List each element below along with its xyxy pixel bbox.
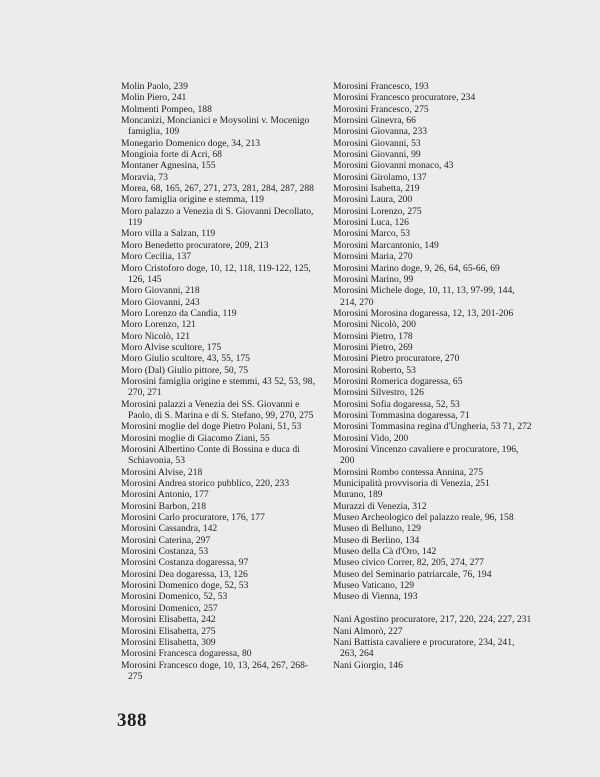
index-entry: Municipalità provvisoria di Venezia, 251: [333, 478, 490, 490]
index-entry: Moro Benedetto procuratore, 209, 213: [121, 239, 269, 251]
index-entry: Nani Almorò, 227: [333, 625, 403, 637]
index-entry: Morosini Laura, 200: [333, 194, 413, 206]
index-entry: Morosini Pietro, 178: [333, 330, 413, 342]
index-entry: Morosini Giovanna, 233: [333, 126, 428, 138]
index-entry: Morosini Elisabetta, 309: [121, 636, 216, 648]
index-entry: Morosini Marco, 53: [333, 228, 411, 240]
index-entry: Morosini Dea dogaressa, 13, 126: [121, 568, 248, 580]
index-entry: Morosini Domenico doge, 52, 53: [121, 580, 249, 592]
index-entry: Nani Giorgio, 146: [333, 659, 403, 671]
index-entry: Museo Archeologico del palazzo reale, 96, 158: [333, 512, 514, 524]
index-entry: Morosini Maria, 270: [333, 251, 413, 263]
index-entry: Nani Battista cavaliere e procuratore, 234, 241, 263, 264: [333, 636, 515, 660]
index-entry: Morosini Francesco, 193: [333, 81, 429, 92]
index-entry: Morosini Pietro procuratore, 270: [333, 353, 460, 365]
index-entry: Murazzi di Venezia, 312: [333, 500, 427, 512]
index-entry: Morosini Tommasina dogaressa, 71: [333, 409, 470, 421]
index-entry: Moro palazzo a Venezia di S. Giovanni Decollato, 119: [121, 205, 314, 229]
index-entry: Moncanizi, Moncianici e Moysolini v. Mocenigo famiglia, 109: [121, 115, 310, 138]
index-entry: Morosini Caterina, 297: [121, 534, 211, 546]
index-entry: Morosini Isabetta, 219: [333, 183, 420, 195]
index-entry: Morosini Nicolò, 200: [333, 319, 416, 331]
index-entry: Moro (Dal) Giulio pittore, 50, 75: [121, 364, 249, 376]
index-entry: Morosini Giovanni, 53: [333, 137, 421, 149]
index-entry: Moravia, 73: [121, 171, 168, 183]
index-entry: Morosini Costanza, 53: [121, 546, 209, 558]
index-entry: Nani Agostino procuratore, 217, 220, 224, 227, 231: [333, 614, 532, 626]
index-entry: Morosini Sofia dogaressa, 52, 53: [333, 398, 460, 410]
index-entry: Morea, 68, 165, 267, 271, 273, 281, 284, 287, 288: [121, 183, 314, 195]
index-entry: Museo di Vienna, 193: [333, 591, 418, 603]
index-entry: Morosini Elisabetta, 242: [121, 614, 216, 626]
index-entry: Moro Lorenzo, 121: [121, 319, 196, 331]
index-entry: Moro Alvise scultore, 175: [121, 341, 222, 353]
index-entry: Morosini Francesco procuratore, 234: [333, 92, 476, 104]
index-entry: Morosini Luca, 126: [333, 217, 409, 229]
index-entry: Morosini Domenico, 257: [121, 602, 218, 614]
index-entry: Morosini Marino doge, 9, 26, 64, 65-66, 69: [333, 262, 500, 274]
index-entry: Morosini Costanza dogaressa, 97: [121, 557, 249, 569]
index-entry: Museo di Berlino, 134: [333, 534, 420, 546]
index-entry: Morosini Roberto, 53: [333, 364, 416, 376]
index-entry: Morosini Antonio, 177: [121, 489, 209, 501]
index-entry: Morosini Tommasina regina d'Ungheria, 53 71, 272: [333, 421, 532, 433]
index-entry: Morosini Domenico, 52, 53: [121, 591, 228, 603]
index-entry: Morosini Carlo procuratore, 176, 177: [121, 512, 265, 524]
index-entry: Morosini Cassandra, 142: [121, 523, 218, 535]
index-entry: Morosini Giovanni, 99: [333, 149, 421, 161]
index-column-right: [333, 81, 533, 671]
index-entry: Morosini Andrea storico pubblico, 220, 233: [121, 478, 290, 490]
index-entry: Museo del Seminario patriarcale, 76, 194: [333, 568, 492, 580]
index-entry: Morosini Girolamo, 137: [333, 171, 427, 183]
index-entry: Museo di Belluno, 129: [333, 523, 421, 535]
index-entry: Montaner Agnesina, 155: [121, 160, 216, 172]
index-entry: Morosini Rombo contessa Annina, 275: [333, 466, 484, 478]
index-entry: Moro famiglia origine e stemma, 119: [121, 194, 264, 206]
index-entry: Morosini moglie del doge Pietro Polani, 51, 53: [121, 421, 302, 433]
index-entry: Morosini Francesco, 275: [333, 103, 429, 115]
index-entry: Morosini Barbon, 218: [121, 500, 207, 512]
index-entry: Moro Giovanni, 218: [121, 285, 200, 297]
index-entry: Morosini Morosina dogaressa, 12, 13, 201-206: [333, 307, 514, 319]
index-entry: Moro Giovanni, 243: [121, 296, 200, 308]
index-entry: Morosini Marcantonio, 149: [333, 239, 439, 251]
index-entry: Museo della Cà d'Oro, 142: [333, 546, 437, 558]
index-entry: Morosini Michele doge, 10, 11, 13, 97-99, 144, 214, 270: [333, 285, 515, 308]
index-entry: Molmenti Pompeo, 188: [121, 103, 212, 115]
index-entry: Morosini Francesca dogaressa, 80: [121, 648, 252, 660]
index-entry: Morosini Ginevra, 66: [333, 115, 416, 127]
index-entry: Moro Cecilia, 137: [121, 251, 192, 263]
index-entry: Murano, 189: [333, 489, 383, 501]
index-entry: Moro Cristoforo doge, 10, 12, 118, 119-122, 125, 126, 145: [121, 262, 311, 285]
index-entry: Morosini Albertino Conte di Bossina e duca di Schiavonia, 53: [121, 444, 300, 467]
index-column-left: [121, 81, 321, 682]
index-entry: Morosini moglie di Giacomo Ziani, 55: [121, 432, 270, 444]
index-entry: Morosini Elisabetta, 275: [121, 625, 216, 637]
index-entry: Moro Nicolò, 121: [121, 330, 191, 342]
index-entry: Morosini Vincenzo cavaliere e procuratore, 196, 200: [333, 444, 519, 467]
index-entry: Mongioia forte di Acri, 68: [121, 149, 222, 161]
index-entry: Morosini Pietro, 269: [333, 341, 413, 353]
index-entry: Morosini Lorenzo, 275: [333, 205, 422, 217]
index-gap: [333, 603, 533, 614]
index-entry: Museo Vaticano, 129: [333, 580, 415, 592]
index-entry: Morosini Giovanni monaco, 43: [333, 160, 454, 172]
index-entry: Morosini Romerica dogaressa, 65: [333, 375, 463, 387]
index-entry: Morosini Silvestro, 126: [333, 387, 424, 399]
index-entry: Molin Piero, 241: [121, 92, 187, 104]
index-entry: Morosini Vido, 200: [333, 432, 409, 444]
page-number: 388: [117, 710, 147, 731]
index-entry: Morosini Francesco doge, 10, 13, 264, 267, 268-275: [121, 659, 309, 682]
index-entry: Morosini Alvise, 218: [121, 466, 203, 478]
index-entry: Museo civico Correr, 82, 205, 274, 277: [333, 557, 484, 569]
index-entry: Moro Giulio scultore, 43, 55, 175: [121, 353, 250, 365]
index-entry: Morosini palazzi a Venezia dei SS. Giovanni e Paolo, di S. Marina e di S. Stefano, 99, 270, 275: [121, 398, 314, 421]
index-entry: Monegario Domenico doge, 34, 213: [121, 137, 261, 149]
index-entry: Morosini famiglia origine e stemmi, 43 52, 53, 98, 270, 271: [121, 375, 315, 399]
index-entry: Moro Lorenzo da Candia, 119: [121, 307, 237, 319]
index-entry: Moro villa a Salzan, 119: [121, 228, 216, 240]
index-entry: Molin Paolo, 239: [121, 81, 188, 92]
index-entry: Morosini Marino, 99: [333, 273, 414, 285]
